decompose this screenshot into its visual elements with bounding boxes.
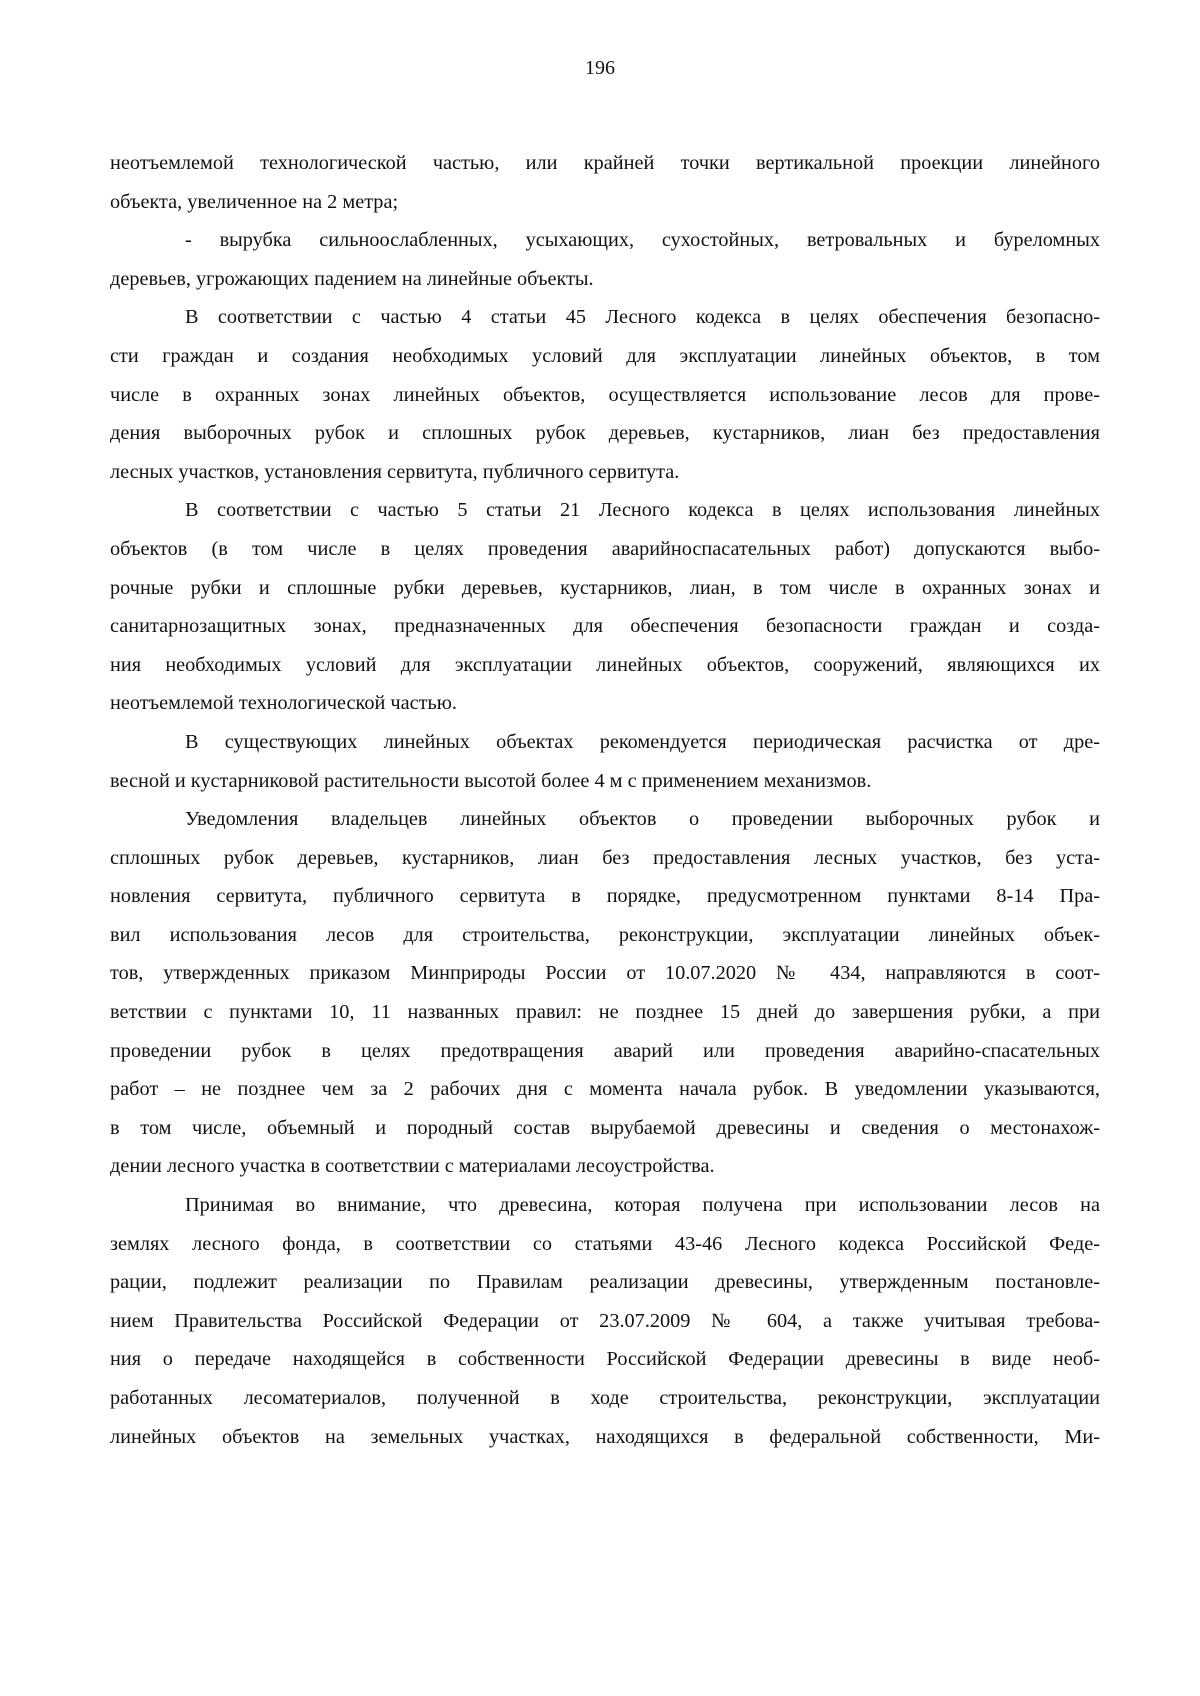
document-body	[110, 144, 1100, 1456]
paragraph	[110, 723, 1100, 800]
text-line: - вырубка сильноослабленных, усыхающих, сухостойных, ветровальных и буреломных	[185, 229, 1100, 252]
text-line: лесных участков, установления сервитута, публичного сервитута.	[110, 460, 680, 483]
text-line: работанных лесоматериалов, полученной в ходе строительства, реконструкции, эксплуатации	[110, 1387, 1100, 1409]
text-line: рочные рубки и сплошные рубки деревьев, кустарников, лиан, в том числе в охранных зонах и	[110, 576, 1100, 599]
text-line: линейных объектов на земельных участках, находящихся в федеральной собственности, Ми-	[110, 1425, 1100, 1448]
text-line: новления сервитута, публичного сервитута в порядке, предусмотренном пунктами 8-14 Пра-	[110, 885, 1100, 908]
text-line: неотъемлемой технологической частью, или крайней точки вертикальной проекции линейного	[110, 152, 1100, 174]
text-line: нием Правительства Российской Федерации от 23.07.2009 № 604, а также учитывая требова-	[110, 1309, 1100, 1332]
text-line: дении лесного участка в соответствии с материалами лесоустройства.	[110, 1155, 715, 1178]
text-line: тов, утвержденных приказом Минприроды России от 10.07.2020 № 434, направляются в соот-	[110, 962, 1100, 985]
text-line: землях лесного фонда, в соответствии со статьями 43-46 Лесного кодекса Российской Феде-	[110, 1232, 1100, 1255]
text-line: ния необходимых условий для эксплуатации линейных объектов, сооружений, являющихся их	[110, 653, 1100, 676]
page-number: 196	[585, 57, 615, 79]
text-line: В соответствии с частью 4 статьи 45 Лесного кодекса в целях обеспечения безопасно-	[185, 306, 1100, 329]
text-line: объектов (в том числе в целях проведения аварийноспасательных работ) допускаются выбо-	[110, 537, 1100, 560]
text-line: работ – не позднее чем за 2 рабочих дня с момента начала рубок. В уведомлении указываются,	[110, 1078, 1100, 1101]
text-line: Уведомления владельцев линейных объектов о проведении выборочных рубок и	[185, 808, 1100, 831]
text-line: деревьев, угрожающих падением на линейные объекты.	[110, 267, 594, 290]
text-line: В соответствии с частью 5 статьи 21 Лесного кодекса в целях использования линейных	[185, 499, 1100, 522]
paragraph	[110, 298, 1100, 491]
text-line: ния о передаче находящейся в собственности Российской Федерации древесины в виде необ-	[110, 1348, 1100, 1371]
text-line: дения выборочных рубок и сплошных рубок деревьев, кустарников, лиан без предоставления	[110, 422, 1100, 445]
text-line: объекта, увеличенное на 2 метра;	[110, 190, 399, 213]
text-line: вил использования лесов для строительства, реконструкции, эксплуатации линейных объек-	[110, 923, 1100, 946]
paragraph	[110, 221, 1100, 298]
text-line: ветствии с пунктами 10, 11 названных правил: не позднее 15 дней до завершения рубки, а при	[110, 1001, 1100, 1024]
text-line: весной и кустарниковой растительности высотой более 4 м с применением механизмов.	[110, 769, 872, 792]
text-line: сплошных рубок деревьев, кустарников, лиан без предоставления лесных участков, без уста-	[110, 846, 1100, 869]
text-line: Принимая во внимание, что древесина, которая получена при использовании лесов на	[185, 1194, 1100, 1217]
text-line: числе в охранных зонах линейных объектов, осуществляется использование лесов для прове-	[110, 383, 1100, 406]
text-line: сти граждан и создания необходимых условий для эксплуатации линейных объектов, в том	[110, 344, 1100, 367]
text-line: рации, подлежит реализации по Правилам реализации древесины, утвержденным постановле-	[110, 1271, 1100, 1294]
paragraph	[110, 1186, 1100, 1456]
text-line: неотъемлемой технологической частью.	[110, 692, 457, 715]
paragraph	[110, 491, 1100, 723]
paragraph	[110, 800, 1100, 1186]
text-line: проведении рубок в целях предотвращения аварий или проведения аварийно-спасательных	[110, 1039, 1100, 1062]
text-line: в том числе, объемный и породный состав вырубаемой древесины и сведения о местонахож-	[110, 1116, 1100, 1139]
text-line: санитарнозащитных зонах, предназначенных для обеспечения безопасности граждан и созда-	[110, 615, 1100, 638]
text-line: В существующих линейных объектах рекомендуется периодическая расчистка от дре-	[185, 730, 1100, 753]
paragraph	[110, 144, 1100, 221]
